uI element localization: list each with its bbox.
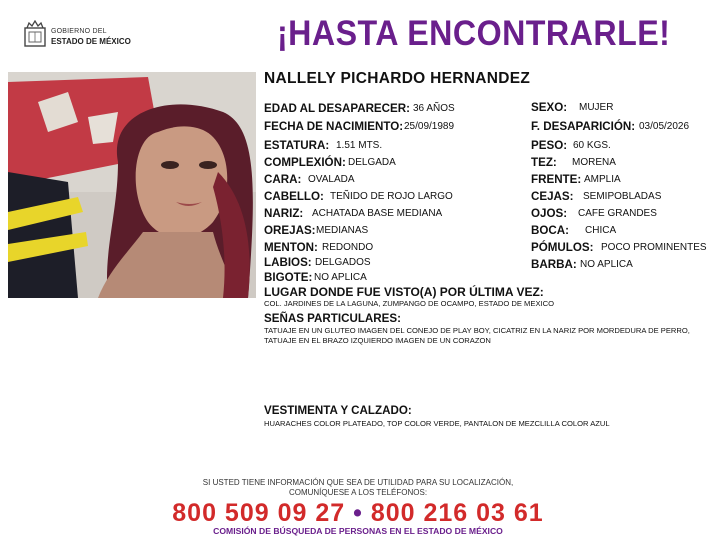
label-ears: OREJAS: — [264, 224, 316, 237]
marks-line2: TATUAJE EN EL BRAZO IZQUIERDO IMAGEN DE UN CORAZON — [264, 336, 491, 345]
label-clothing: VESTIMENTA Y CALZADO: — [264, 404, 412, 417]
phone-separator: • — [353, 499, 363, 527]
phone-numbers — [0, 499, 716, 528]
value-cheekbones: POCO PROMINENTES — [601, 242, 707, 253]
value-ears: MEDIANAS — [316, 225, 369, 236]
label-eyebrows: CEJAS: — [531, 190, 574, 203]
label-cheekbones: PÓMULOS: — [531, 241, 594, 254]
value-sex: MUJER — [579, 102, 614, 113]
label-birth-date: FECHA DE NACIMIENTO: — [264, 120, 404, 133]
value-forehead: AMPLIA — [584, 174, 621, 185]
label-height: ESTATURA: — [264, 139, 330, 152]
value-eyebrows: SEMIPOBLADAS — [583, 191, 662, 202]
label-eyes: OJOS: — [531, 207, 568, 220]
label-age: EDAD AL DESAPARECER: — [264, 102, 411, 115]
value-birth-date: 25/09/1989 — [404, 121, 455, 132]
value-disappearance-date: 03/05/2026 — [639, 121, 690, 132]
value-face: OVALADA — [308, 174, 355, 185]
value-chin: REDONDO — [322, 242, 374, 253]
value-clothing: HUARACHES COLOR PLATEADO, TOP COLOR VERDE, PANTALON DE MEZCLILLA COLOR AZUL — [264, 419, 610, 428]
headline: ¡HASTA ENCONTRARLE! — [277, 14, 671, 53]
label-face: CARA: — [264, 173, 302, 186]
label-lips: LABIOS: — [264, 256, 312, 269]
value-mouth: CHICA — [585, 225, 617, 236]
value-mustache: NO APLICA — [314, 272, 367, 283]
label-build: COMPLEXIÓN: — [264, 156, 346, 169]
label-complexion: TEZ: — [531, 156, 557, 169]
phone-number-1[interactable]: 800 509 09 27 — [172, 499, 346, 527]
gov-line1: GOBIERNO DEL — [51, 28, 107, 35]
value-lips: DELGADOS — [315, 257, 371, 268]
label-distinguishing-marks: SEÑAS PARTICULARES: — [264, 312, 401, 325]
value-complexion: MORENA — [572, 157, 616, 168]
label-disappearance-date: F. DESAPARICIÓN: — [531, 120, 636, 133]
footer-note-line1: SI USTED TIENE INFORMACIÓN QUE SEA DE UTILIDAD PARA SU LOCALIZACIÓN, — [202, 478, 514, 487]
label-forehead: FRENTE: — [531, 173, 582, 186]
label-last-seen: LUGAR DONDE FUE VISTO(A) POR ÚLTIMA VEZ: — [264, 285, 544, 299]
label-mouth: BOCA: — [531, 224, 569, 237]
phone-number-2[interactable]: 800 216 03 61 — [370, 499, 544, 527]
person-name: NALLELY PICHARDO HERNANDEZ — [264, 70, 531, 87]
label-chin: MENTON: — [264, 241, 318, 254]
value-nose: ACHATADA BASE MEDIANA — [312, 208, 443, 219]
value-beard: NO APLICA — [580, 259, 633, 270]
missing-person-photo — [8, 72, 256, 298]
state-seal-icon — [24, 20, 46, 48]
value-hair: TEÑIDO DE ROJO LARGO — [330, 191, 453, 202]
label-beard: BARBA: — [531, 258, 577, 271]
value-weight: 60 KGS. — [573, 140, 611, 151]
person-portrait — [8, 72, 256, 298]
value-build: DELGADA — [348, 157, 396, 168]
label-nose: NARIZ: — [264, 207, 304, 220]
government-logo — [24, 20, 134, 56]
label-weight: PESO: — [531, 139, 568, 152]
gov-line2: ESTADO DE MÉXICO — [51, 37, 131, 46]
value-eyes: CAFE GRANDES — [578, 208, 657, 219]
value-age: 36 AÑOS — [413, 103, 455, 114]
label-mustache: BIGOTE: — [264, 271, 313, 284]
label-sex: SEXO: — [531, 101, 568, 114]
commission-name: COMISIÓN DE BÚSQUEDA DE PERSONAS EN EL ESTADO DE MÉXICO — [213, 526, 503, 536]
footer-note-line2: COMUNÍQUESE A LOS TELÉFONOS: — [288, 488, 428, 497]
value-last-seen: COL. JARDINES DE LA LAGUNA, ZUMPANGO DE OCAMPO, ESTADO DE MEXICO — [264, 299, 555, 308]
marks-line1: TATUAJE EN UN GLUTEO IMAGEN DEL CONEJO DE PLAY BOY, CICATRIZ EN LA NARIZ POR MORDEDURA DE PERRO, — [264, 326, 690, 335]
label-hair: CABELLO: — [264, 190, 324, 203]
value-height: 1.51 MTS. — [336, 140, 383, 151]
